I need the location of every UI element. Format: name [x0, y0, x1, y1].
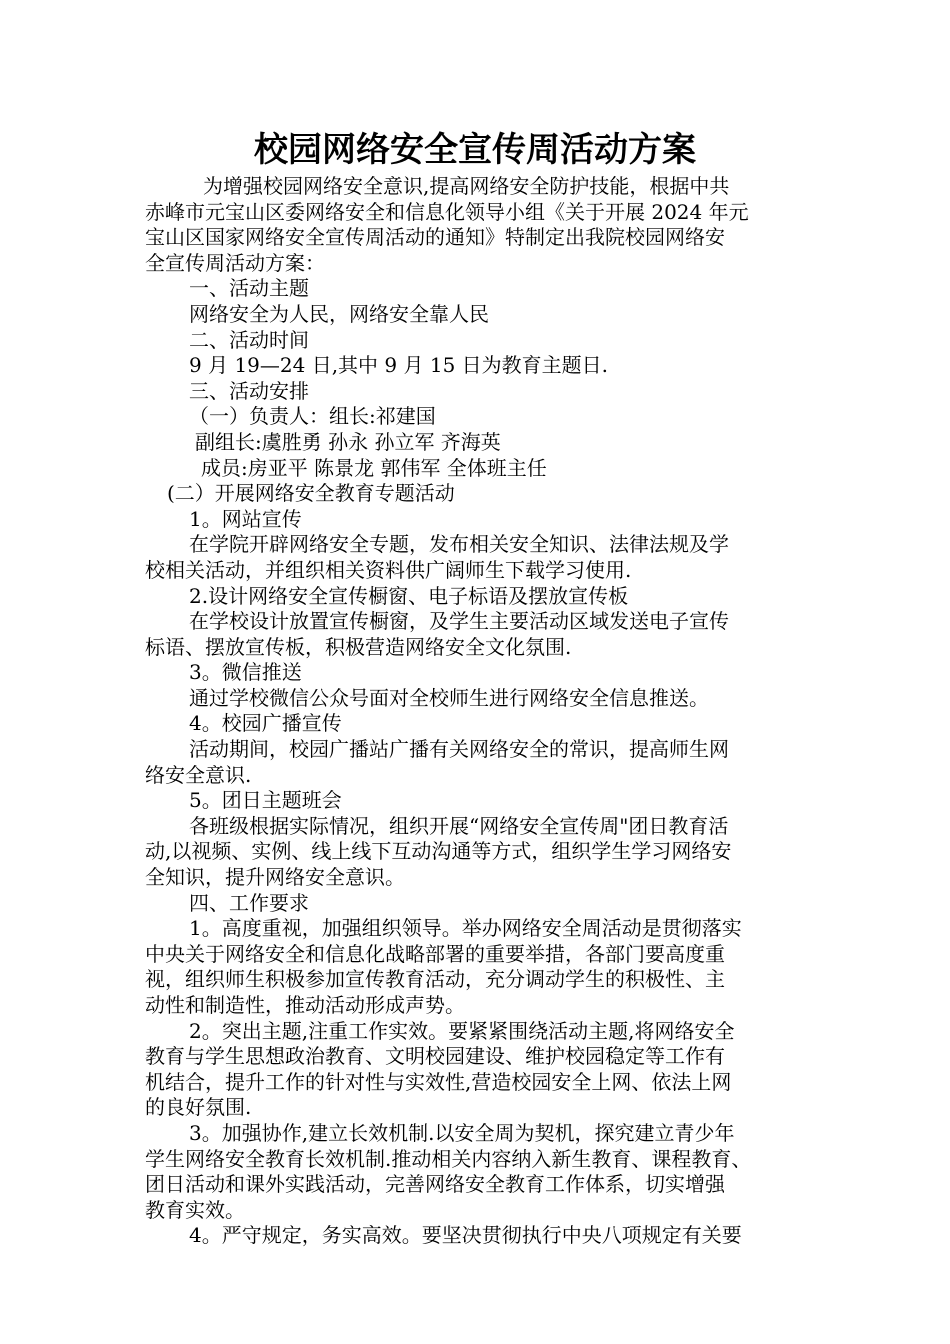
text-line: 4。校园广播宣传 — [189, 711, 342, 736]
text-line: 1。高度重视，加强组织领导。举办网络安全周活动是贯彻落实 — [189, 916, 742, 941]
text-line: 在学院开辟网络安全专题，发布相关安全知识、法律法规及学 — [189, 532, 729, 557]
text-line: 中央关于网络安全和信息化战略部署的重要举措，各部门要高度重 — [145, 941, 725, 966]
text-line: 全宣传周活动方案： — [145, 250, 325, 275]
text-line: 3。微信推送 — [189, 660, 302, 685]
text-line: 1。网站宣传 — [189, 506, 302, 531]
text-line: 通过学校微信公众号面对全校师生进行网络安全信息推送。 — [189, 685, 709, 710]
text-line: 校相关活动，并组织相关资料供广阔师生下载学习使用. — [145, 557, 632, 582]
text-line: 视，组织师生积极参加宣传教育活动，充分调动学生的积极性、主 — [145, 967, 725, 992]
text-line: 各班级根据实际情况，组织开展“网络安全宣传周"团日教育活 — [189, 813, 729, 838]
text-line: 2。突出主题,注重工作实效。要紧紧围绕活动主题,将网络安全 — [189, 1018, 735, 1043]
text-line: 学生网络安全教育长效机制.推动相关内容纳入新生教育、课程教育、 — [145, 1146, 752, 1171]
document-body — [145, 174, 810, 1249]
text-line: 的良好氛围. — [145, 1095, 252, 1120]
text-line: 络安全意识. — [145, 762, 252, 787]
text-line: 一、活动主题 — [189, 276, 309, 301]
text-line: 标语、摆放宣传板，积极营造网络安全文化氛围. — [145, 634, 572, 659]
text-line: （一）负责人：组长:祁建国 — [189, 404, 436, 429]
text-line: 5。团日主题班会 — [189, 788, 342, 813]
text-line: 机结合，提升工作的针对性与实效性,营造校园安全上网、依法上网 — [145, 1069, 732, 1094]
text-line: 宝山区国家网络安全宣传周活动的通知》特制定出我院校园网络安 — [145, 225, 725, 250]
text-line: 在学校设计放置宣传橱窗，及学生主要活动区域发送电子宣传 — [189, 609, 729, 634]
text-line: 2.设计网络安全宣传橱窗、电子标语及摆放宣传板 — [189, 583, 629, 608]
text-line: 3。加强协作,建立长效机制.以安全周为契机，探究建立青少年 — [189, 1120, 735, 1145]
text-line: 四、工作要求 — [189, 890, 309, 915]
text-line: 为增强校园网络安全意识,提高网络安全防护技能，根据中共 — [203, 174, 730, 198]
text-line: 团日活动和课外实践活动，完善网络安全教育工作体系，切实增强 — [145, 1172, 725, 1197]
text-line: 二、活动时间 — [189, 327, 309, 352]
text-line: 成员:房亚平 陈景龙 郭伟军 全体班主任 — [201, 455, 547, 480]
text-line: 动性和制造性，推动活动形成声势。 — [145, 993, 465, 1017]
text-line: 动,以视频、实例、线上线下互动沟通等方式，组织学生学习网络安 — [145, 839, 732, 864]
text-line: 全知识，提升网络安全意识。 — [145, 865, 405, 890]
text-line: 活动期间，校园广播站广播有关网络安全的常识，提高师生网 — [189, 737, 729, 762]
text-line: (二）开展网络安全教育专题活动 — [167, 481, 455, 506]
text-line: 教育与学生思想政治教育、文明校园建设、维护校园稳定等工作有 — [145, 1044, 725, 1069]
text-line: 9 月 19—24 日,其中 9 月 15 日为教育主题日. — [189, 353, 609, 378]
text-line: 赤峰市元宝山区委网络安全和信息化领导小组《关于开展 2024 年元 — [145, 199, 749, 224]
text-line: 网络安全为人民，网络安全靠人民 — [189, 301, 489, 326]
text-line: 教育实效。 — [145, 1197, 245, 1222]
document-title: 校园网络安全宣传周活动方案 — [254, 130, 696, 170]
text-line: 4。严守规定，务实高效。要坚决贯彻执行中央八项规定有关要 — [189, 1223, 742, 1248]
text-line: 三、活动安排 — [189, 378, 309, 403]
text-line: 副组长:虞胜勇 孙永 孙立军 齐海英 — [195, 429, 501, 454]
